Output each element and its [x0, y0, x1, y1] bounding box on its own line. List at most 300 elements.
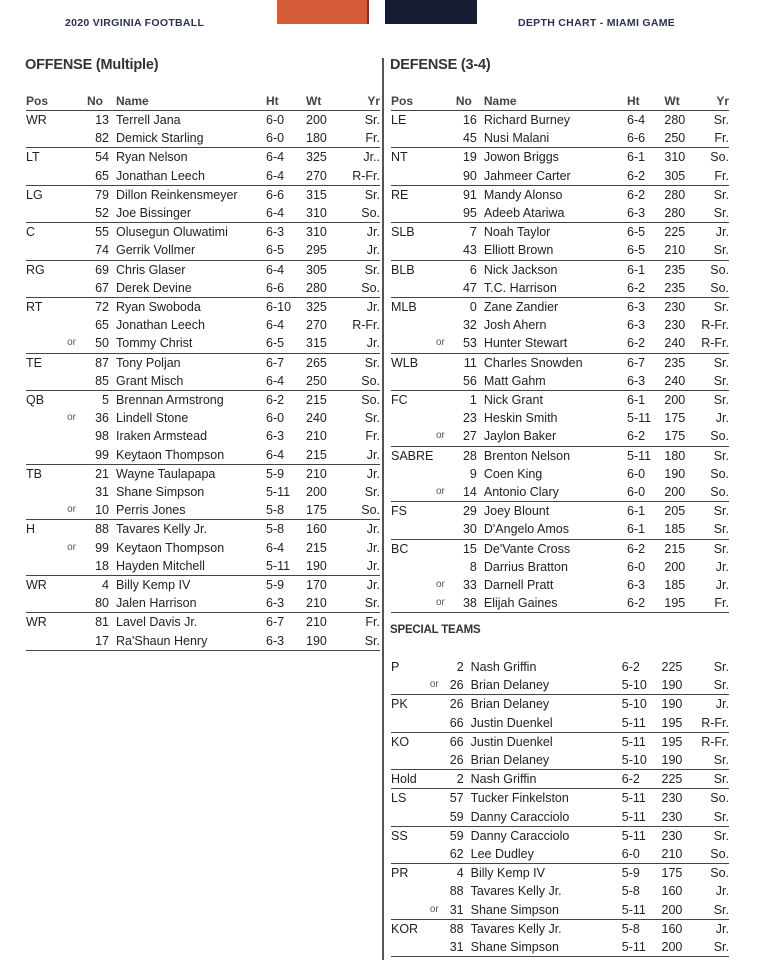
player-name: Wayne Taulapapa — [116, 466, 216, 481]
player-height: 6-4 — [266, 262, 285, 277]
player-weight: 235 — [664, 355, 686, 370]
player-name: Darrius Bratton — [483, 559, 568, 574]
player-weight: 250 — [306, 373, 327, 388]
jersey-number: 57 — [449, 791, 464, 806]
player-weight: 310 — [664, 150, 686, 165]
or-label — [60, 427, 79, 445]
position-label — [391, 938, 427, 957]
jersey-number: 17 — [95, 633, 109, 648]
player-name: Elijah Gaines — [483, 596, 558, 611]
position-label: H — [26, 522, 36, 537]
player-name: Tony Poljan — [116, 355, 181, 370]
or-label: or — [435, 337, 445, 349]
player-year: Jr. — [715, 921, 729, 936]
player-height: 6-7 — [266, 355, 285, 370]
player-row — [26, 409, 380, 427]
player-weight: 210 — [661, 847, 683, 862]
position-label — [26, 557, 60, 576]
player-row — [26, 148, 380, 167]
player-row — [391, 558, 729, 576]
position-label — [26, 446, 60, 465]
jersey-number: 30 — [462, 522, 477, 537]
position-label: WLB — [391, 355, 419, 370]
column-header-no: No — [455, 94, 472, 108]
or-label — [427, 808, 442, 827]
position-label — [391, 594, 433, 613]
player-year: Jr.. — [363, 150, 380, 165]
jersey-number: 59 — [449, 809, 464, 824]
or-label: or — [429, 903, 439, 915]
player-row — [391, 279, 729, 298]
player-name: Keytaon Thompson — [116, 447, 225, 462]
player-row — [26, 391, 380, 410]
player-row — [26, 464, 380, 483]
jersey-number: 26 — [449, 678, 464, 693]
jersey-number: 72 — [95, 300, 109, 315]
or-label — [427, 714, 442, 733]
position-label — [26, 167, 60, 186]
player-weight: 225 — [661, 660, 683, 674]
player-year: Sr. — [713, 809, 729, 824]
player-row — [391, 539, 729, 558]
or-label — [60, 557, 79, 576]
player-height: 5-10 — [621, 753, 647, 768]
position-label: NT — [391, 150, 408, 165]
position-label: FS — [391, 504, 407, 519]
or-label — [427, 826, 442, 845]
player-year: Fr. — [714, 596, 729, 611]
player-row — [391, 204, 729, 223]
player-weight: 210 — [306, 429, 327, 444]
table-body — [391, 658, 729, 957]
position-label: TB — [26, 466, 42, 481]
player-height: 6-3 — [627, 318, 646, 333]
player-height: 6-4 — [266, 206, 285, 221]
player-name: Lindell Stone — [116, 411, 189, 426]
jersey-number: 29 — [462, 504, 477, 519]
player-height: 6-4 — [266, 168, 285, 183]
jersey-number: 33 — [462, 578, 477, 593]
player-name: Chris Glaser — [116, 262, 186, 277]
player-height: 5-10 — [621, 678, 647, 693]
player-height: 6-1 — [627, 504, 646, 519]
jersey-number: 85 — [95, 373, 109, 388]
or-label — [60, 298, 79, 317]
or-label — [60, 241, 79, 260]
player-name: Antonio Clary — [483, 485, 559, 500]
player-year: R-Fr. — [701, 318, 729, 333]
player-name: Josh Ahern — [483, 318, 547, 333]
player-weight: 175 — [664, 411, 686, 426]
player-year: Jr. — [366, 558, 380, 573]
player-year: Jr. — [366, 540, 380, 555]
jersey-number: 9 — [469, 466, 477, 481]
position-label — [26, 632, 60, 651]
jersey-number: 66 — [449, 734, 464, 749]
position-label: RT — [26, 300, 43, 315]
player-weight: 310 — [306, 206, 327, 221]
player-weight: 170 — [306, 578, 327, 593]
jersey-number: 32 — [462, 318, 477, 333]
player-row — [391, 882, 729, 900]
position-label: PR — [391, 866, 409, 881]
or-label — [433, 539, 447, 558]
player-row — [391, 298, 729, 317]
player-height: 5-8 — [266, 522, 285, 537]
player-row — [391, 938, 729, 957]
header-row — [391, 93, 729, 111]
player-name: Matt Gahm — [483, 373, 546, 388]
or-label — [433, 558, 447, 576]
player-weight: 190 — [664, 466, 686, 481]
player-year: Jr. — [366, 336, 380, 351]
position-label — [391, 676, 427, 695]
player-name: Justin Duenkel — [470, 734, 553, 749]
jersey-number: 79 — [95, 187, 109, 202]
player-height: 5-11 — [621, 791, 646, 806]
player-height: 6-0 — [266, 411, 285, 426]
player-weight: 175 — [664, 429, 686, 444]
jersey-number: 52 — [95, 206, 109, 221]
player-name: Dillon Reinkensmeyer — [116, 187, 238, 202]
player-name: Nusi Malani — [483, 131, 550, 146]
position-label — [391, 882, 427, 900]
position-label — [26, 129, 60, 148]
or-label — [60, 260, 79, 279]
player-row — [26, 129, 380, 148]
player-row — [391, 129, 729, 148]
player-year: Sr. — [713, 504, 729, 519]
player-row — [391, 751, 729, 770]
player-year: So. — [710, 485, 729, 500]
jersey-number: 56 — [462, 373, 477, 388]
or-label — [60, 446, 79, 465]
or-label — [60, 167, 79, 186]
player-name: Brian Delaney — [470, 697, 550, 712]
position-label: WR — [26, 578, 47, 593]
or-label — [60, 372, 79, 391]
player-height: 5-11 — [621, 734, 646, 749]
player-row — [26, 185, 380, 204]
player-weight: 195 — [664, 596, 686, 611]
player-name: Ryan Swoboda — [116, 300, 201, 315]
position-label — [391, 520, 433, 539]
player-weight: 200 — [661, 940, 683, 955]
player-year: So. — [710, 429, 729, 444]
position-label: BC — [391, 541, 409, 556]
player-row — [391, 316, 729, 334]
or-label — [60, 464, 79, 483]
jersey-number: 90 — [462, 168, 477, 183]
position-label: KO — [391, 734, 410, 749]
player-weight: 280 — [306, 280, 327, 295]
player-row — [26, 613, 380, 632]
player-year: Sr. — [364, 187, 380, 202]
player-row — [391, 919, 729, 938]
player-name: Jalen Harrison — [116, 596, 197, 611]
player-height: 6-3 — [266, 225, 285, 240]
position-label — [391, 483, 433, 502]
or-label: or — [435, 579, 445, 591]
player-name: Jaylon Baker — [483, 429, 557, 444]
jersey-number: 2 — [456, 772, 464, 787]
player-height: 5-11 — [621, 902, 646, 917]
player-year: Sr. — [713, 772, 729, 787]
jersey-number: 2 — [456, 660, 464, 674]
player-weight: 230 — [661, 791, 683, 806]
player-year: Sr. — [364, 262, 380, 277]
position-label — [391, 334, 433, 353]
or-label — [433, 446, 447, 465]
position-label — [391, 204, 433, 223]
player-name: Charles Snowden — [483, 355, 583, 370]
player-year: Sr. — [713, 522, 729, 537]
or-label — [60, 594, 79, 613]
player-name: Noah Taylor — [483, 225, 551, 240]
player-name: Lee Dudley — [470, 847, 534, 862]
player-weight: 180 — [306, 131, 327, 146]
player-name: Demick Starling — [116, 131, 204, 146]
player-name: Coen King — [483, 466, 543, 481]
player-year: Sr. — [713, 660, 729, 674]
jersey-number: 18 — [95, 558, 109, 573]
jersey-number: 13 — [95, 113, 109, 127]
or-label: or — [67, 412, 76, 424]
column-divider — [382, 58, 384, 960]
or-label — [60, 185, 79, 204]
or-label — [433, 316, 447, 334]
position-label: SLB — [391, 225, 415, 240]
player-row — [391, 658, 729, 676]
position-label — [26, 427, 60, 445]
player-name: Tavares Kelly Jr. — [470, 921, 562, 936]
position-label — [391, 465, 433, 483]
player-height: 6-5 — [266, 336, 285, 351]
player-height: 6-6 — [627, 131, 646, 146]
player-row — [26, 316, 380, 334]
player-height: 5-9 — [266, 466, 285, 481]
player-weight: 195 — [661, 734, 683, 749]
player-height: 6-2 — [627, 336, 646, 351]
or-label — [427, 882, 442, 900]
position-label — [391, 558, 433, 576]
player-row — [26, 446, 380, 465]
player-weight: 225 — [664, 225, 686, 240]
jersey-number: 67 — [95, 280, 109, 295]
column-header-spacer — [433, 93, 447, 111]
or-label: or — [429, 679, 439, 691]
player-height: 5-11 — [621, 828, 646, 843]
player-year: Jr. — [715, 225, 729, 240]
player-name: Brian Delaney — [470, 678, 550, 693]
jersey-number: 15 — [462, 541, 477, 556]
or-label — [60, 204, 79, 223]
player-height: 6-3 — [627, 206, 646, 221]
player-year: Sr. — [713, 940, 729, 955]
player-row — [391, 446, 729, 465]
player-year: Jr. — [366, 466, 380, 481]
jersey-number: 38 — [462, 596, 477, 611]
player-year: Sr. — [713, 753, 729, 768]
or-label: or — [67, 541, 76, 553]
or-label — [427, 845, 442, 864]
jersey-number: 55 — [95, 225, 109, 240]
player-year: So. — [710, 866, 729, 881]
jersey-number: 10 — [95, 503, 109, 518]
player-weight: 240 — [664, 373, 686, 388]
player-year: Jr. — [366, 522, 380, 537]
player-weight: 215 — [306, 393, 327, 408]
player-name: Derek Devine — [116, 280, 192, 295]
player-height: 6-7 — [627, 355, 646, 370]
or-label — [433, 409, 447, 427]
player-weight: 305 — [664, 168, 686, 183]
player-name: Nick Jackson — [483, 262, 558, 277]
navy-color-block — [385, 0, 477, 24]
player-weight: 230 — [664, 318, 686, 333]
player-row — [391, 427, 729, 446]
jersey-number: 54 — [95, 150, 109, 165]
position-label — [391, 901, 427, 920]
player-row — [391, 334, 729, 353]
position-label: LG — [26, 187, 43, 202]
player-name: Shane Simpson — [470, 940, 559, 955]
player-row — [26, 427, 380, 445]
player-name: Shane Simpson — [116, 485, 205, 500]
player-height: 5-11 — [627, 411, 652, 426]
player-row — [26, 204, 380, 223]
jersey-number: 88 — [449, 921, 464, 936]
defense-title: DEFENSE (3-4) — [390, 57, 491, 73]
player-row — [26, 501, 380, 520]
player-weight: 200 — [664, 393, 686, 408]
player-row — [391, 770, 729, 789]
jersey-number: 45 — [462, 131, 477, 146]
jersey-number: 65 — [95, 168, 109, 183]
player-weight: 270 — [306, 318, 327, 333]
player-weight: 230 — [661, 828, 683, 843]
jersey-number: 6 — [469, 262, 477, 277]
player-height: 6-4 — [266, 150, 285, 165]
or-label — [433, 223, 447, 242]
position-label — [26, 372, 60, 391]
player-height: 6-5 — [627, 243, 646, 258]
position-label — [391, 427, 433, 446]
jersey-number: 26 — [449, 697, 464, 712]
player-row — [391, 732, 729, 751]
jersey-number: 88 — [449, 884, 464, 899]
jersey-number: 4 — [102, 578, 109, 593]
player-row — [26, 557, 380, 576]
or-label: or — [67, 504, 76, 516]
jersey-number: 87 — [95, 355, 109, 370]
or-label — [433, 298, 447, 317]
player-height: 6-2 — [627, 280, 646, 295]
player-height: 6-10 — [266, 300, 292, 315]
column-header-no: No — [87, 94, 103, 108]
position-label — [391, 714, 427, 733]
player-year: Jr. — [715, 559, 729, 574]
jersey-number: 65 — [95, 318, 109, 333]
jersey-number: 88 — [95, 522, 109, 537]
player-year: Sr. — [713, 393, 729, 408]
or-label — [427, 770, 442, 789]
position-label — [391, 845, 427, 864]
player-row — [26, 223, 380, 242]
player-year: R-Fr. — [701, 734, 729, 749]
player-year: Sr. — [364, 596, 380, 611]
jersey-number: 62 — [449, 847, 464, 862]
player-name: Heskin Smith — [483, 411, 558, 426]
jersey-number: 59 — [449, 828, 464, 843]
column-header-spacer — [60, 93, 79, 111]
player-height: 6-1 — [627, 393, 646, 408]
player-height: 6-0 — [627, 559, 646, 574]
jersey-number: 19 — [462, 150, 477, 165]
position-label: PK — [391, 697, 408, 712]
player-row — [391, 223, 729, 242]
player-year: So. — [361, 503, 380, 518]
position-label: BLB — [391, 262, 415, 277]
position-label: LT — [26, 150, 40, 165]
player-name: Brenton Nelson — [483, 448, 571, 463]
player-weight: 200 — [661, 902, 683, 917]
position-label — [391, 129, 433, 148]
position-label — [26, 241, 60, 260]
player-name: Ra'Shaun Henry — [116, 633, 208, 648]
jersey-number: 95 — [462, 206, 477, 221]
player-height: 6-6 — [266, 187, 285, 202]
player-row — [391, 714, 729, 733]
or-label — [433, 520, 447, 539]
jersey-number: 5 — [102, 393, 109, 408]
player-height: 6-0 — [627, 485, 646, 500]
player-name: Tavares Kelly Jr. — [470, 884, 562, 899]
jersey-number: 1 — [469, 393, 477, 408]
player-height: 6-6 — [266, 280, 285, 295]
table-body — [26, 111, 380, 651]
player-weight: 200 — [306, 113, 327, 127]
jersey-number: 4 — [456, 866, 464, 881]
or-label — [433, 502, 447, 521]
player-name: Jowon Briggs — [483, 150, 559, 165]
player-name: Iraken Armstead — [116, 429, 208, 444]
jersey-number: 11 — [463, 355, 477, 370]
player-year: Fr. — [365, 429, 380, 444]
player-weight: 175 — [306, 503, 327, 518]
position-label: SS — [391, 828, 408, 843]
player-row — [26, 279, 380, 298]
player-row — [26, 632, 380, 651]
player-weight: 185 — [664, 578, 686, 593]
player-name: Nash Griffin — [470, 772, 537, 787]
player-row — [391, 808, 729, 827]
position-label — [391, 372, 433, 391]
player-weight: 280 — [664, 187, 686, 202]
player-year: Sr. — [713, 243, 729, 258]
player-year: Sr. — [713, 678, 729, 693]
player-row — [26, 539, 380, 557]
jersey-number: 81 — [95, 615, 109, 630]
column-header-wt: Wt — [664, 94, 680, 108]
player-year: Sr. — [364, 485, 380, 500]
player-weight: 200 — [306, 485, 327, 500]
player-year: Fr. — [365, 615, 380, 630]
player-year: So. — [710, 262, 729, 277]
or-label — [427, 789, 442, 808]
player-row — [26, 334, 380, 353]
position-label — [391, 751, 427, 770]
